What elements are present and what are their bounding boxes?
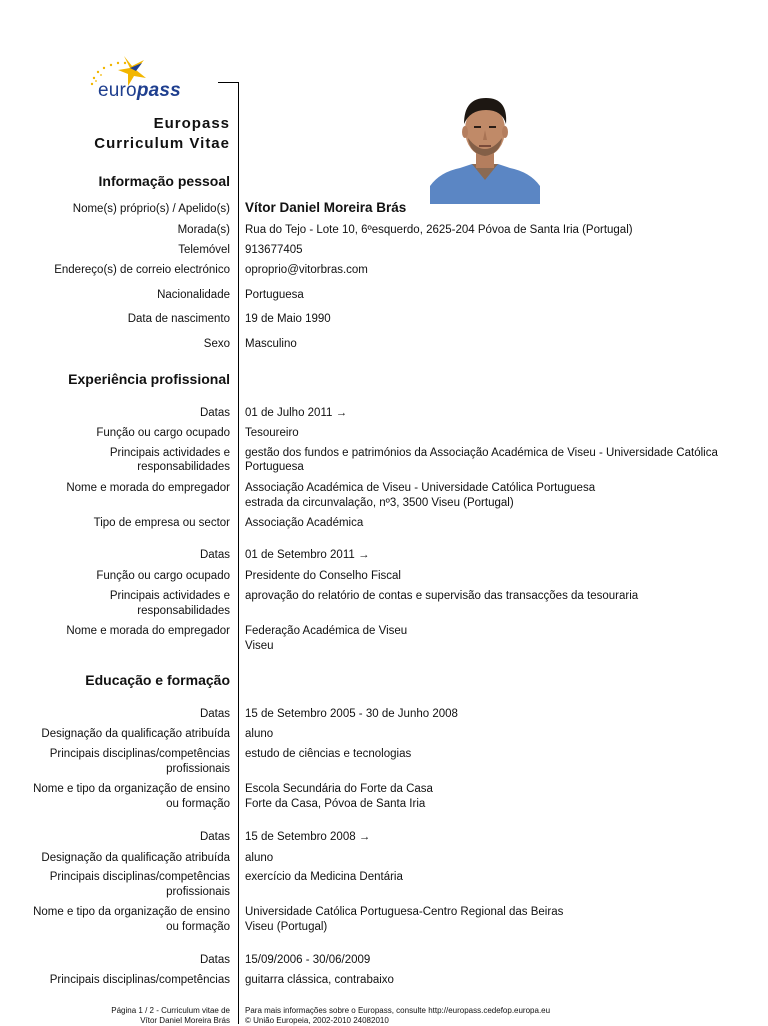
- edu2-subjects-label-1: Principais disciplinas/competências: [49, 871, 230, 883]
- footer-left-line1: Página 1 / 2 - Curriculum vitae de: [111, 1006, 230, 1015]
- edu1-org-2: Forte da Casa, Póvoa de Santa Iria: [245, 798, 426, 810]
- edu1-subjects: estudo de ciências e tecnologias: [245, 748, 412, 760]
- doc-title-line1: Europass: [153, 115, 230, 132]
- footer-right-line1[interactable]: Para mais informações sobre o Europass, consulte http://europass.cedefop.europa.eu: [245, 1006, 551, 1015]
- edu1-org-1: Escola Secundária do Forte da Casa: [245, 783, 433, 795]
- top-rule: [218, 82, 239, 83]
- vertical-divider: [238, 82, 239, 1024]
- footer-page-info: [111, 1006, 230, 1026]
- edu3-subjects: guitarra clássica, contrabaixo: [245, 974, 394, 986]
- exp2-role: Presidente do Conselho Fiscal: [245, 570, 401, 582]
- exp1-activities-1: gestão dos fundos e patrimónios da Associação Académica de Viseu - Universidade Católica: [245, 447, 718, 459]
- exp1-employer-2: estrada da circunvalação, nº3, 3500 Viseu (Portugal): [245, 497, 514, 509]
- exp2-employer-2: Viseu: [245, 640, 274, 652]
- exp2-activities-1: aprovação do relatório de contas e supervisão das transacções da tesouraria: [245, 590, 639, 602]
- profile-photo: [430, 88, 540, 204]
- value-email[interactable]: oproprio@vitorbras.com: [245, 264, 368, 276]
- value-nationality: Portuguesa: [245, 289, 304, 301]
- edu2-dates-label: Datas: [199, 831, 230, 843]
- exp1-sector: Associação Académica: [245, 517, 364, 529]
- edu2-qual-label: Designação da qualificação atribuída: [41, 852, 230, 864]
- value-address: Rua do Tejo - Lote 10, 6ºesquerdo, 2625-204 Póvoa de Santa Iria (Portugal): [245, 224, 633, 236]
- edu2-org-label-2: ou formação: [166, 921, 230, 933]
- footer-right-line2: © União Europeia, 2002-2010 24082010: [245, 1016, 389, 1025]
- edu3-dates-label: Datas: [199, 954, 230, 966]
- label-nationality: Nacionalidade: [157, 289, 230, 301]
- edu2-org-1: Universidade Católica Portuguesa-Centro Regional das Beiras: [245, 906, 564, 918]
- section-title-education: Educação e formação: [85, 672, 230, 688]
- footer-europass-info: [245, 1006, 550, 1026]
- edu2-org-2: Viseu (Portugal): [245, 921, 328, 933]
- label-sex: Sexo: [203, 338, 230, 350]
- value-mobile: 913677405: [245, 244, 303, 256]
- exp2-dates: 01 de Setembro 2011 →: [245, 549, 370, 561]
- edu3-dates: 15/09/2006 - 30/06/2009: [245, 954, 371, 966]
- label-name: Nome(s) próprio(s) / Apelido(s): [72, 203, 230, 215]
- europass-wordmark: europass: [98, 80, 181, 101]
- exp1-sector-label: Tipo de empresa ou sector: [93, 517, 230, 529]
- exp1-employer-label: Nome e morada do empregador: [66, 482, 230, 494]
- footer-left-line2: Vítor Daniel Moreira Brás: [140, 1016, 230, 1025]
- label-email: Endereço(s) de correio electrónico: [54, 264, 230, 276]
- edu1-org-label-1: Nome e tipo da organização de ensino: [33, 783, 230, 795]
- exp2-employer-1: Federação Académica de Viseu: [245, 625, 408, 637]
- edu1-dates-label: Datas: [199, 708, 230, 720]
- edu2-dates: 15 de Setembro 2008 →: [245, 831, 371, 843]
- section-title-personal: Informação pessoal: [98, 173, 230, 189]
- exp2-activities-label-1: Principais actividades e: [109, 590, 230, 602]
- exp2-dates-label: Datas: [199, 549, 230, 561]
- doc-title-line2: Curriculum Vitae: [94, 135, 230, 152]
- edu2-subjects-label-2: profissionais: [166, 886, 230, 898]
- value-birthdate: 19 de Maio 1990: [245, 313, 331, 325]
- exp1-activities-2: Portuguesa: [245, 461, 304, 473]
- edu1-qual: aluno: [245, 728, 274, 740]
- label-address: Morada(s): [177, 224, 230, 236]
- exp1-employer-1: Associação Académica de Viseu - Universidade Católica Portuguesa: [245, 482, 596, 494]
- exp2-role-label: Função ou cargo ocupado: [96, 570, 230, 582]
- exp2-employer-label: Nome e morada do empregador: [66, 625, 230, 637]
- edu2-org-label-1: Nome e tipo da organização de ensino: [33, 906, 230, 918]
- exp1-role: Tesoureiro: [245, 427, 299, 439]
- europass-logo: [84, 54, 184, 106]
- exp1-dates: 01 de Julho 2011 →: [245, 407, 348, 419]
- edu2-subjects: exercício da Medicina Dentária: [245, 871, 403, 883]
- label-birthdate: Data de nascimento: [127, 313, 230, 325]
- edu1-dates: 15 de Setembro 2005 - 30 de Junho 2008: [245, 708, 458, 720]
- edu1-subjects-label-1: Principais disciplinas/competências: [49, 748, 230, 760]
- exp1-role-label: Função ou cargo ocupado: [96, 427, 230, 439]
- value-name: Vítor Daniel Moreira Brás: [245, 200, 407, 215]
- edu3-subjects-label-1: Principais disciplinas/competências: [49, 974, 230, 986]
- edu1-qual-label: Designação da qualificação atribuída: [41, 728, 230, 740]
- exp1-dates-label: Datas: [199, 407, 230, 419]
- edu1-subjects-label-2: profissionais: [166, 763, 230, 775]
- value-sex: Masculino: [245, 338, 297, 350]
- label-mobile: Telemóvel: [178, 244, 230, 256]
- section-title-experience: Experiência profissional: [68, 371, 230, 387]
- edu1-org-label-2: ou formação: [166, 798, 230, 810]
- exp1-activities-label-2: responsabilidades: [137, 461, 230, 473]
- edu2-qual: aluno: [245, 852, 274, 864]
- exp1-activities-label-1: Principais actividades e: [109, 447, 230, 459]
- exp2-activities-label-2: responsabilidades: [137, 605, 230, 617]
